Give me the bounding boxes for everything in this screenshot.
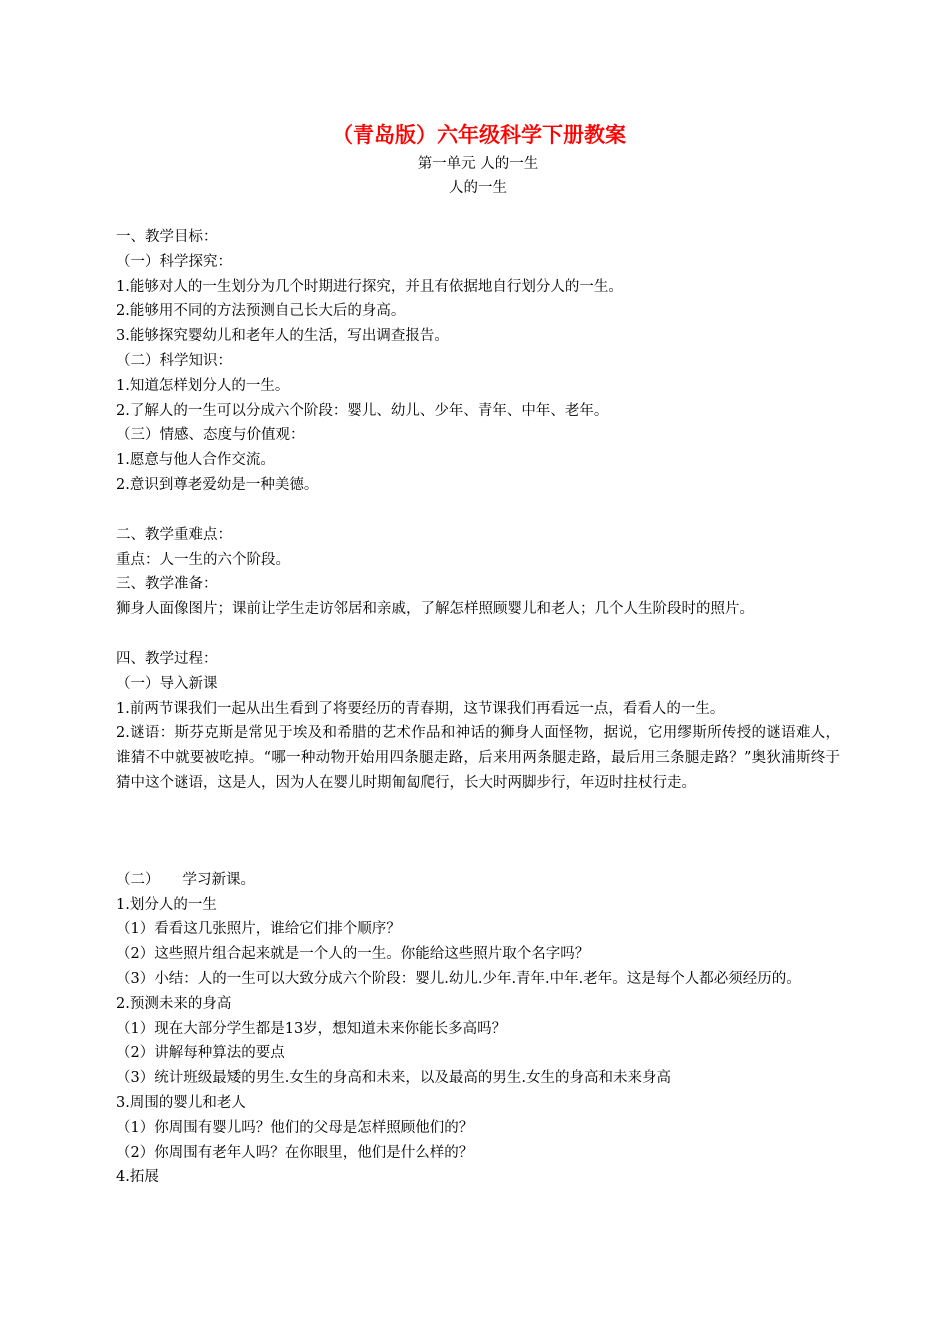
part-item: （2）这些照片组合起来就是一个人的一生。你能给这些照片取个名字吗？ xyxy=(116,946,590,963)
goals-inquiry-item: 1.能够对人的一生划分为几个时期进行探究，并且有依据地自行划分人的一生。 xyxy=(116,278,623,295)
part-item: （3）小结：人的一生可以大致分成六个阶段：婴儿.幼儿.少年.青年.中年.老年。这是每个人都必须经历的。 xyxy=(116,970,801,987)
part-title: 4.拓展 xyxy=(116,1169,159,1186)
goals-inquiry-item: 2.能够用不同的方法预测自己长大后的身高。 xyxy=(116,303,406,320)
intro-riddle-paragraph: 2.谜语：斯芬克斯是常见于埃及和希腊的艺术作品和神话的狮身人面怪物，据说，它用缪斯所传授的谜语难人，谁猜不中就要被吃掉。“哪一种动物开始用四条腿走路，后来用两条腿走路，最后用三条腿走路？”奥狄浦斯终于猜中这个谜语，这是人，因为人在婴儿时期匍匐爬行，长大时两脚步行，年迈时拄杖行走。 xyxy=(116,725,840,791)
part-item: （1）现在大部分学生都是13岁，想知道未来你能长多高吗？ xyxy=(116,1020,507,1037)
document-title: （青岛版）六年级科学下册教案 xyxy=(332,123,626,147)
part-title: 2.预测未来的身高 xyxy=(116,995,232,1012)
section-heading-process: 四、教学过程： xyxy=(116,650,218,667)
part-item: （2）讲解每种算法的要点 xyxy=(116,1045,285,1062)
unit-title: 第一单元 人的一生 xyxy=(417,156,539,172)
goals-inquiry-item: 3.能够探究婴幼儿和老年人的生活，写出调查报告。 xyxy=(116,328,449,345)
new-lesson-label: 学习新课。 xyxy=(182,871,256,888)
section-heading-key-points: 二、教学重难点： xyxy=(116,526,232,543)
new-lesson-number: （二） xyxy=(116,871,160,888)
intro-item: 1.前两节课我们一起从出生看到了将要经历的青春期，这节课我们再看远一点，看看人的一生。 xyxy=(116,700,725,717)
goals-subheading-attitude: （三）情感、态度与价值观： xyxy=(116,427,305,444)
goals-attitude-item: 2.意识到尊老爱幼是一种美德。 xyxy=(116,476,319,493)
part-item: （2）你周围有老年人吗？在你眼里，他们是什么样的？ xyxy=(116,1144,474,1161)
goals-knowledge-item: 2.了解人的一生可以分成六个阶段：婴儿、幼儿、少年、青年、中年、老年。 xyxy=(116,402,609,419)
preparation-text: 狮身人面像图片；课前让学生走访邻居和亲戚，了解怎样照顾婴儿和老人；几个人生阶段时的照片。 xyxy=(116,601,754,618)
process-subheading-intro: （一）导入新课 xyxy=(116,675,218,692)
part-item: （1）看看这几张照片，谁给它们排个顺序？ xyxy=(116,921,401,938)
part-item: （3）统计班级最矮的男生.女生的身高和未来，以及最高的男生.女生的身高和未来身高 xyxy=(116,1070,671,1087)
section-heading-preparation: 三、教学准备： xyxy=(116,576,218,593)
key-points-text: 重点：人一生的六个阶段。 xyxy=(116,551,290,568)
lesson-title: 人的一生 xyxy=(449,180,507,196)
goals-attitude-item: 1.愿意与他人合作交流。 xyxy=(116,452,275,469)
part-item: （1）你周围有婴儿吗？他们的父母是怎样照顾他们的？ xyxy=(116,1119,474,1136)
part-title: 3.周围的婴儿和老人 xyxy=(116,1094,246,1111)
goals-subheading-inquiry: （一）科学探究： xyxy=(116,253,232,270)
part-title: 1.划分人的一生 xyxy=(116,896,217,913)
process-subheading-new-lesson xyxy=(116,868,840,893)
goals-subheading-knowledge: （二）科学知识： xyxy=(116,352,232,369)
goals-knowledge-item: 1.知道怎样划分人的一生。 xyxy=(116,377,290,394)
section-heading-goals: 一、教学目标： xyxy=(116,229,218,245)
document-page xyxy=(116,118,840,1190)
